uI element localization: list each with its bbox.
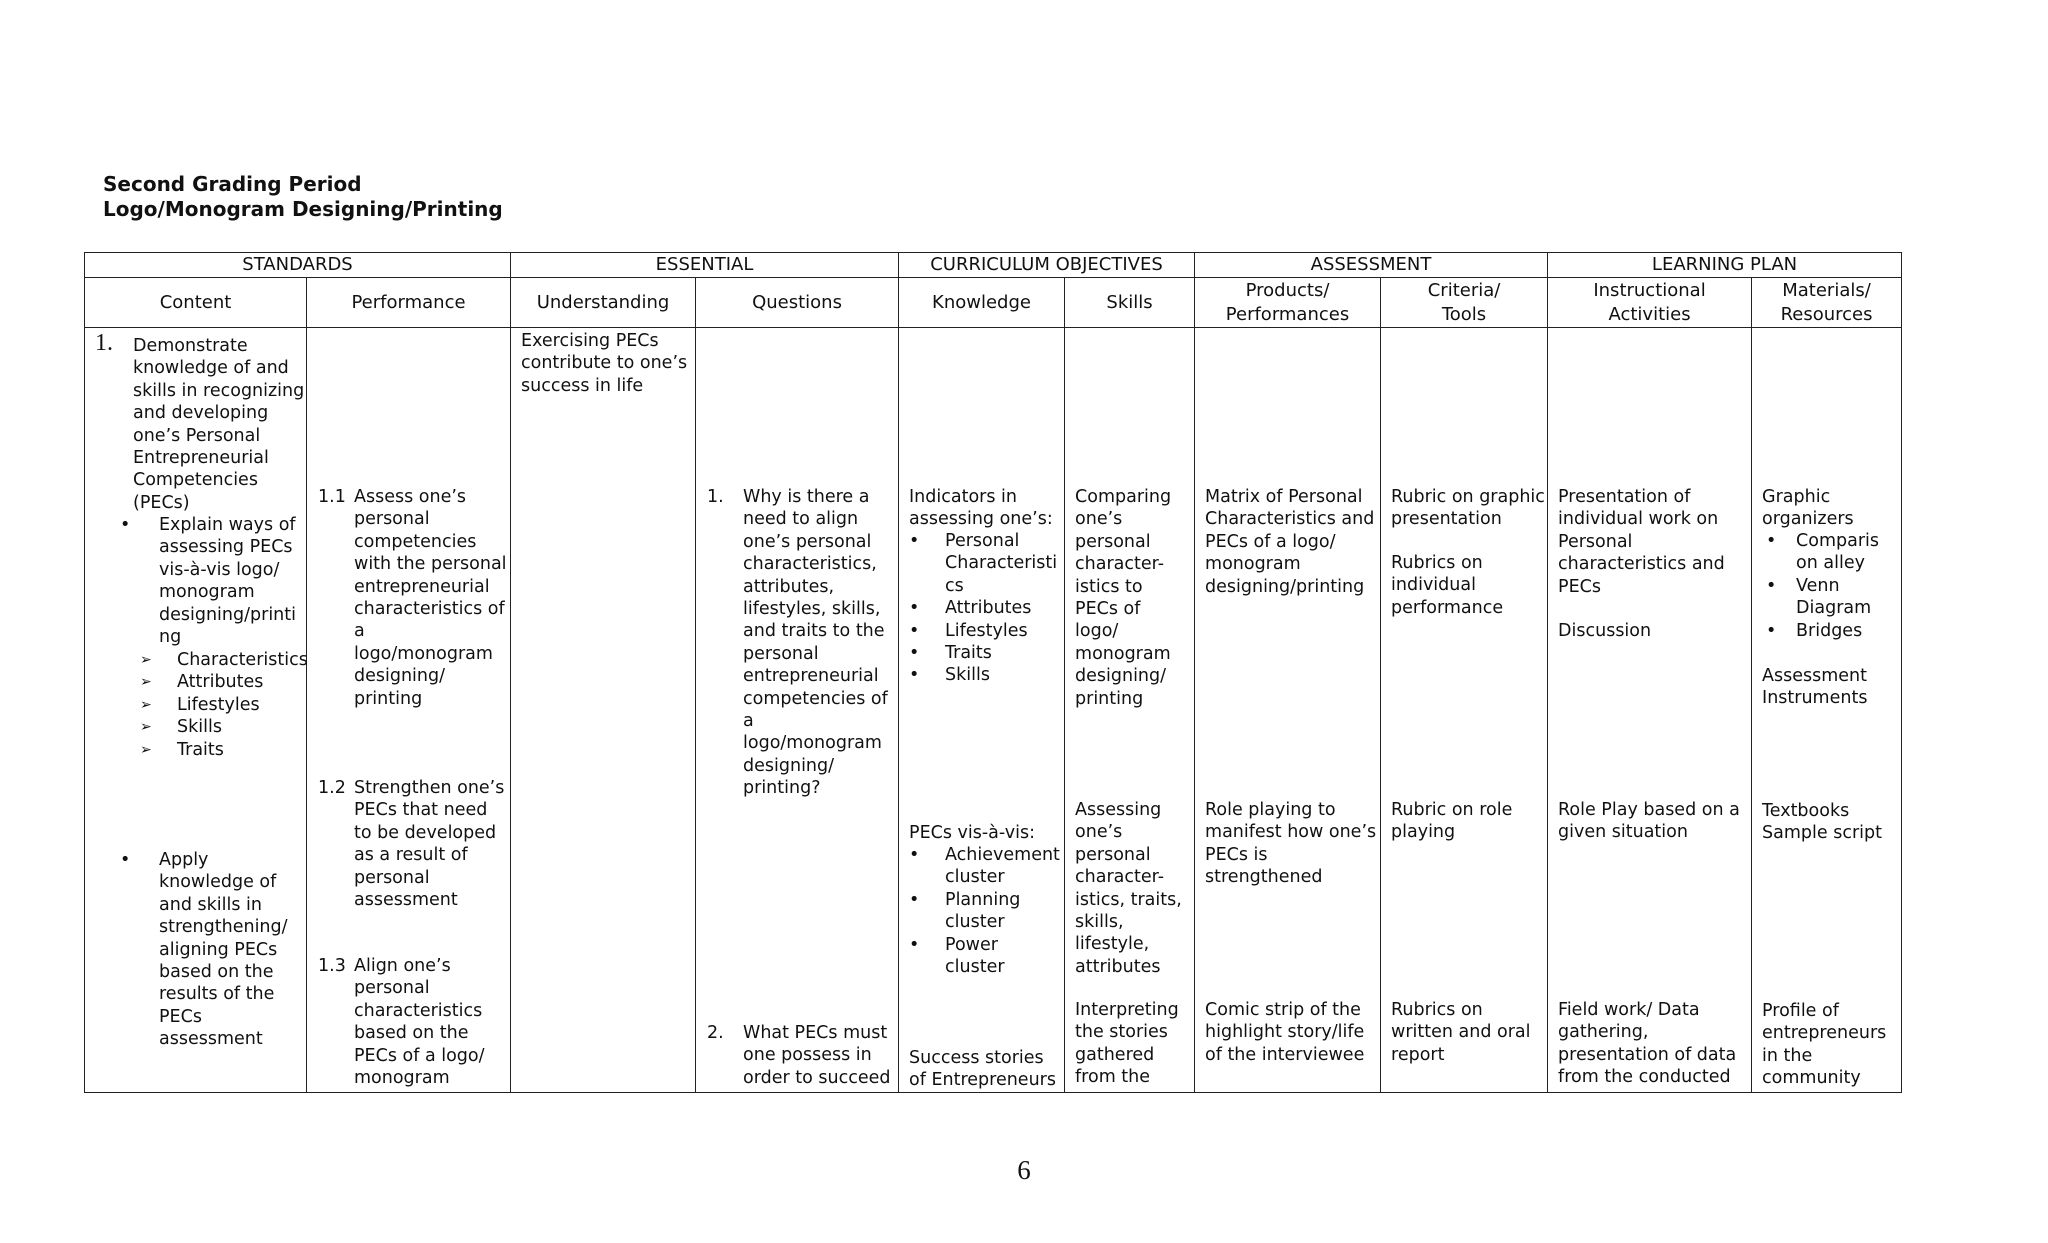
knowledge-indicator-items-bullet: • xyxy=(909,665,920,686)
skills-comparing-line: personal xyxy=(1075,531,1151,552)
content-arrows-arrow-icon: ➢ xyxy=(140,741,152,758)
cell-understanding xyxy=(511,328,696,1093)
page-number: 6 xyxy=(1017,1155,1031,1185)
knowledge-indicator-items-line: Personal xyxy=(945,531,1020,551)
performance-1-3-line: based on the xyxy=(354,1023,469,1044)
content-intro-line: and developing xyxy=(133,403,269,424)
skills-interpreting-line: gathered xyxy=(1075,1044,1155,1065)
page-heading xyxy=(103,172,503,222)
instructional-presentation-line: PECs xyxy=(1558,576,1601,597)
knowledge-pecs-items-bullet: • xyxy=(909,934,920,955)
content-apply-line: and skills in xyxy=(159,894,262,915)
performance-1-2-line: assessment xyxy=(354,890,458,910)
performance-1-1-line: designing/ xyxy=(354,666,446,687)
performance-1-3-marker: 1.3 xyxy=(318,956,346,976)
knowledge-pecs-items-bullet: • xyxy=(909,889,920,910)
materials-organizer-items-line: Bridges xyxy=(1796,620,1863,641)
criteria-report-line: report xyxy=(1391,1044,1445,1065)
col-header-criteria-line1: Criteria/ xyxy=(1427,279,1501,301)
products-role-playing-line: strengthened xyxy=(1205,867,1323,888)
instructional-field-work-line: from the conducted xyxy=(1558,1067,1731,1088)
col-header-instructional xyxy=(1548,278,1752,328)
performance-1-2-line: personal xyxy=(354,867,430,888)
knowledge-indicator-items-line: Attributes xyxy=(945,598,1032,619)
skills-comparing-line: one’s xyxy=(1075,509,1123,530)
products-role-playing-line: PECs is xyxy=(1205,844,1268,865)
performance-1-1-line: Assess one’s xyxy=(354,487,467,507)
skills-comparing-line: printing xyxy=(1075,688,1144,709)
cell-instructional xyxy=(1548,328,1752,1093)
content-intro-line: skills in recognizing xyxy=(133,380,305,401)
performance-1-2-line: as a result of xyxy=(354,845,468,866)
skills-comparing-line: Comparing xyxy=(1075,487,1172,507)
instructional-presentation-line: Personal xyxy=(1558,531,1633,552)
question-1-line: and traits to the xyxy=(743,621,885,642)
content-explain-line: ng xyxy=(159,627,182,647)
knowledge-indicator-items-bullet: • xyxy=(909,598,920,619)
content-intro-line: Competencies xyxy=(133,470,258,491)
performance-1-1-marker: 1.1 xyxy=(318,487,346,507)
question-1-line: lifestyles, skills, xyxy=(743,599,881,619)
products-role-playing-line: manifest how one’s xyxy=(1205,822,1377,843)
col-header-materials xyxy=(1752,278,1902,328)
knowledge-pecs-items-line: cluster xyxy=(945,912,1005,933)
col-header-questions: Questions xyxy=(696,278,899,328)
knowledge-indicator-items-line: cs xyxy=(945,575,964,596)
skills-assessing-line: character- xyxy=(1075,867,1165,888)
skills-comparing-line: logo/ xyxy=(1075,621,1119,642)
criteria-role-play-line: Rubric on role xyxy=(1391,800,1513,820)
col-header-products-line2: Performances xyxy=(1225,303,1350,325)
instructional-role-play-line: Role Play based on a xyxy=(1558,800,1740,820)
materials-organizer-items-bullet: • xyxy=(1766,620,1777,641)
criteria-report-line: Rubrics on xyxy=(1391,1000,1483,1020)
content-explain-line: designing/printi xyxy=(159,604,296,625)
content-arrows-arrow-icon: ➢ xyxy=(140,652,152,668)
materials-organizer-items-line: on alley xyxy=(1796,553,1865,574)
materials-organizer-items-line: Diagram xyxy=(1796,598,1872,619)
knowledge-indicators-line: Indicators in xyxy=(909,487,1017,507)
performance-1-2-line: to be developed xyxy=(354,822,497,843)
content-apply-line: strengthening/ xyxy=(159,917,288,938)
content-explain-line: monogram xyxy=(159,582,255,603)
content-intro-line: Demonstrate xyxy=(133,336,248,356)
performance-1-3-line: monogram xyxy=(354,1068,450,1088)
content-arrows-arrow-icon: ➢ xyxy=(140,674,152,691)
materials-organizer-items-bullet: • xyxy=(1766,575,1777,596)
content-arrows-line: Characteristics xyxy=(177,650,308,670)
knowledge-indicator-items-bullet: • xyxy=(909,643,920,663)
question-2-line: What PECs must xyxy=(743,1023,888,1043)
performance-1-2-line: PECs that need xyxy=(354,800,488,821)
content-apply-marker: • xyxy=(120,850,131,870)
materials-assessment-line: Instruments xyxy=(1762,688,1868,709)
products-comic-strip-line: highlight story/life xyxy=(1205,1022,1365,1043)
header-curriculum-objectives: CURRICULUM OBJECTIVES xyxy=(899,253,1195,278)
cell-content xyxy=(85,328,307,1093)
criteria-graphic-line: Rubric on graphic xyxy=(1391,487,1545,507)
question-1-line: printing? xyxy=(743,778,821,799)
question-2-marker: 2. xyxy=(707,1023,724,1043)
content-arrows-line: Lifestyles xyxy=(177,694,260,715)
group-header-row xyxy=(85,253,1902,278)
performance-1-3-line: Align one’s xyxy=(354,956,451,976)
products-matrix-line: Matrix of Personal xyxy=(1205,487,1363,507)
content-arrows-line: Attributes xyxy=(177,672,264,693)
materials-organizer-items-bullet: • xyxy=(1766,531,1777,551)
skills-assessing-line: skills, xyxy=(1075,912,1124,932)
question-2-line: one possess in xyxy=(743,1045,872,1066)
understanding-text-line: Exercising PECs xyxy=(521,331,659,351)
question-1-line: attributes, xyxy=(743,576,835,597)
instructional-presentation-line: characteristics and xyxy=(1558,554,1725,575)
materials-profile-line: Profile of xyxy=(1762,1001,1839,1021)
question-1-line: a xyxy=(743,711,754,731)
instructional-presentation-line: individual work on xyxy=(1558,509,1719,530)
content-explain-marker: • xyxy=(120,515,131,535)
cell-products xyxy=(1195,328,1381,1093)
question-1-line: one’s personal xyxy=(743,531,872,552)
question-1-line: Why is there a xyxy=(743,487,870,507)
instructional-discussion-line: Discussion xyxy=(1558,621,1652,641)
cell-criteria xyxy=(1381,328,1548,1093)
products-role-playing-line: Role playing to xyxy=(1205,800,1336,820)
knowledge-indicator-items-bullet: • xyxy=(909,531,920,551)
content-intro-line: knowledge of and xyxy=(133,358,289,379)
content-arrows-arrow-icon: ➢ xyxy=(140,719,152,736)
col-header-instructional-line1: Instructional xyxy=(1593,279,1706,301)
col-header-criteria-line2: Tools xyxy=(1441,303,1487,325)
knowledge-pecs-items-line: cluster xyxy=(945,867,1005,888)
products-matrix-line: designing/printing xyxy=(1205,576,1365,597)
cell-materials xyxy=(1752,328,1902,1093)
criteria-individual-line: performance xyxy=(1391,597,1504,618)
knowledge-success-line: Success stories xyxy=(909,1048,1044,1068)
materials-assessment-line: Assessment xyxy=(1762,666,1868,686)
content-intro-marker: 1. xyxy=(95,330,113,356)
col-header-materials-line1: Materials/ xyxy=(1782,279,1871,301)
performance-1-3-line: personal xyxy=(354,978,430,999)
materials-profile-line: entrepreneurs xyxy=(1762,1023,1887,1044)
performance-1-1-line: logo/monogram xyxy=(354,643,493,664)
knowledge-indicator-items-bullet: • xyxy=(909,620,920,641)
performance-1-1-line: with the personal xyxy=(354,554,507,575)
skills-interpreting-line: Interpreting xyxy=(1075,1000,1179,1020)
materials-organizers-line: Graphic xyxy=(1762,487,1831,507)
knowledge-pecs-items-line: cluster xyxy=(945,957,1005,977)
materials-organizer-items-line: Comparis xyxy=(1796,531,1880,551)
col-header-products-line1: Products/ xyxy=(1245,279,1330,301)
instructional-presentation-line: Presentation of xyxy=(1558,487,1691,507)
performance-1-3-line: characteristics xyxy=(354,1000,483,1021)
col-header-materials-line2: Resources xyxy=(1780,303,1873,325)
criteria-role-play-line: playing xyxy=(1391,822,1456,843)
performance-1-1-line: competencies xyxy=(354,531,477,552)
knowledge-pecs-line: PECs vis-à-vis: xyxy=(909,823,1035,843)
materials-organizers-line: organizers xyxy=(1762,509,1854,530)
page-subtitle: Logo/Monogram Designing/Printing xyxy=(103,197,503,221)
instructional-field-work-line: presentation of data xyxy=(1558,1044,1737,1065)
criteria-graphic-line: presentation xyxy=(1391,509,1502,530)
skills-assessing-line: one’s xyxy=(1075,822,1123,843)
cell-performance xyxy=(307,328,511,1093)
question-1-line: designing/ xyxy=(743,755,835,776)
content-row xyxy=(85,328,1902,1093)
knowledge-indicator-items-line: Lifestyles xyxy=(945,620,1028,641)
column-header-row xyxy=(85,278,1902,328)
materials-textbooks-line: Sample script xyxy=(1762,823,1882,844)
knowledge-pecs-items-line: Power xyxy=(945,934,998,955)
performance-1-2-line: Strengthen one’s xyxy=(354,778,505,798)
skills-interpreting-line: from the xyxy=(1075,1067,1151,1088)
col-header-criteria xyxy=(1381,278,1548,328)
skills-assessing-line: personal xyxy=(1075,844,1151,865)
question-1-line: need to align xyxy=(743,509,859,530)
performance-1-1-line: a xyxy=(354,621,365,642)
header-essential: ESSENTIAL xyxy=(511,253,899,278)
products-matrix-line: Characteristics and xyxy=(1205,509,1375,530)
materials-textbooks-line: Textbooks xyxy=(1762,801,1850,821)
question-1-line: logo/monogram xyxy=(743,733,882,754)
products-comic-strip-line: Comic strip of the xyxy=(1205,1000,1361,1020)
question-1-line: characteristics, xyxy=(743,554,877,575)
criteria-individual-line: Rubrics on xyxy=(1391,553,1483,573)
skills-assessing-line: lifestyle, xyxy=(1075,934,1150,955)
col-header-performance: Performance xyxy=(307,278,511,328)
col-header-skills: Skills xyxy=(1065,278,1195,328)
knowledge-indicator-items-line: Skills xyxy=(945,665,990,686)
page-title: Second Grading Period xyxy=(103,172,362,196)
header-learning-plan: LEARNING PLAN xyxy=(1548,253,1902,278)
question-1-line: personal xyxy=(743,643,819,664)
content-arrows-arrow-icon: ➢ xyxy=(140,696,152,713)
content-arrows-line: Traits xyxy=(177,739,224,760)
col-header-understanding: Understanding xyxy=(511,278,696,328)
content-explain-line: Explain ways of xyxy=(159,515,296,535)
content-apply-line: assessment xyxy=(159,1029,263,1050)
col-header-instructional-line2: Activities xyxy=(1608,303,1691,325)
col-header-knowledge: Knowledge xyxy=(899,278,1065,328)
question-1-line: entrepreneurial xyxy=(743,666,879,687)
cell-skills xyxy=(1065,328,1195,1093)
performance-1-2-marker: 1.2 xyxy=(318,778,346,798)
skills-comparing-line: designing/ xyxy=(1075,666,1167,687)
question-2-line: order to succeed xyxy=(743,1067,891,1088)
knowledge-success-line: of Entrepreneurs xyxy=(909,1070,1056,1091)
question-1-marker: 1. xyxy=(707,487,724,507)
content-explain-line: assessing PECs xyxy=(159,537,293,558)
knowledge-indicator-items-line: Characteristi xyxy=(945,553,1058,574)
understanding-text-line: success in life xyxy=(521,375,644,396)
content-intro-line: Entrepreneurial xyxy=(133,448,269,468)
content-intro-line: (PECs) xyxy=(133,492,190,513)
content-apply-line: aligning PECs xyxy=(159,939,278,960)
skills-assessing-line: attributes xyxy=(1075,956,1161,977)
skills-assessing-line: Assessing xyxy=(1075,800,1162,820)
products-comic-strip-line: of the interviewee xyxy=(1205,1044,1365,1065)
content-intro-line: one’s Personal xyxy=(133,425,261,446)
col-header-content: Content xyxy=(85,278,307,328)
performance-1-1-line: characteristics of xyxy=(354,599,505,619)
content-apply-line: PECs xyxy=(159,1006,202,1027)
content-explain-line: vis-à-vis logo/ xyxy=(159,559,280,580)
instructional-role-play-line: given situation xyxy=(1558,822,1688,843)
materials-profile-line: in the xyxy=(1762,1045,1813,1066)
materials-profile-line: community xyxy=(1762,1068,1861,1089)
cell-questions xyxy=(696,328,899,1093)
materials-organizer-items-line: Venn xyxy=(1796,575,1840,596)
instructional-field-work-line: Field work/ Data xyxy=(1558,1000,1700,1020)
knowledge-pecs-items-line: Planning xyxy=(945,889,1021,910)
content-apply-line: based on the xyxy=(159,962,274,982)
performance-1-1-line: entrepreneurial xyxy=(354,576,490,597)
understanding-text-line: contribute to one’s xyxy=(521,353,688,374)
skills-comparing-line: PECs of xyxy=(1075,599,1141,619)
cell-knowledge xyxy=(899,328,1065,1093)
criteria-report-line: written and oral xyxy=(1391,1022,1531,1043)
question-1-line: competencies of xyxy=(743,688,888,709)
performance-1-1-line: printing xyxy=(354,688,423,709)
header-assessment: ASSESSMENT xyxy=(1195,253,1548,278)
content-apply-line: results of the xyxy=(159,984,275,1005)
knowledge-indicators-line: assessing one’s: xyxy=(909,509,1053,530)
col-header-products xyxy=(1195,278,1381,328)
performance-1-3-line: PECs of a logo/ xyxy=(354,1045,485,1066)
knowledge-indicator-items-line: Traits xyxy=(945,643,992,663)
skills-interpreting-line: the stories xyxy=(1075,1022,1168,1043)
products-matrix-line: PECs of a logo/ xyxy=(1205,531,1336,552)
content-apply-line: Apply xyxy=(159,850,209,870)
instructional-field-work-line: gathering, xyxy=(1558,1022,1649,1043)
performance-1-1-line: personal xyxy=(354,509,430,530)
content-apply-line: knowledge of xyxy=(159,872,277,893)
skills-comparing-line: istics to xyxy=(1075,576,1143,597)
content-arrows-line: Skills xyxy=(177,717,222,738)
criteria-individual-line: individual xyxy=(1391,575,1476,596)
skills-comparing-line: character- xyxy=(1075,554,1165,575)
knowledge-pecs-items-line: Achievement xyxy=(945,845,1060,865)
skills-comparing-line: monogram xyxy=(1075,643,1171,664)
header-standards: STANDARDS xyxy=(85,253,511,278)
knowledge-pecs-items-bullet: • xyxy=(909,845,920,865)
curriculum-table xyxy=(84,252,1902,1093)
products-matrix-line: monogram xyxy=(1205,554,1301,575)
skills-assessing-line: istics, traits, xyxy=(1075,889,1182,910)
